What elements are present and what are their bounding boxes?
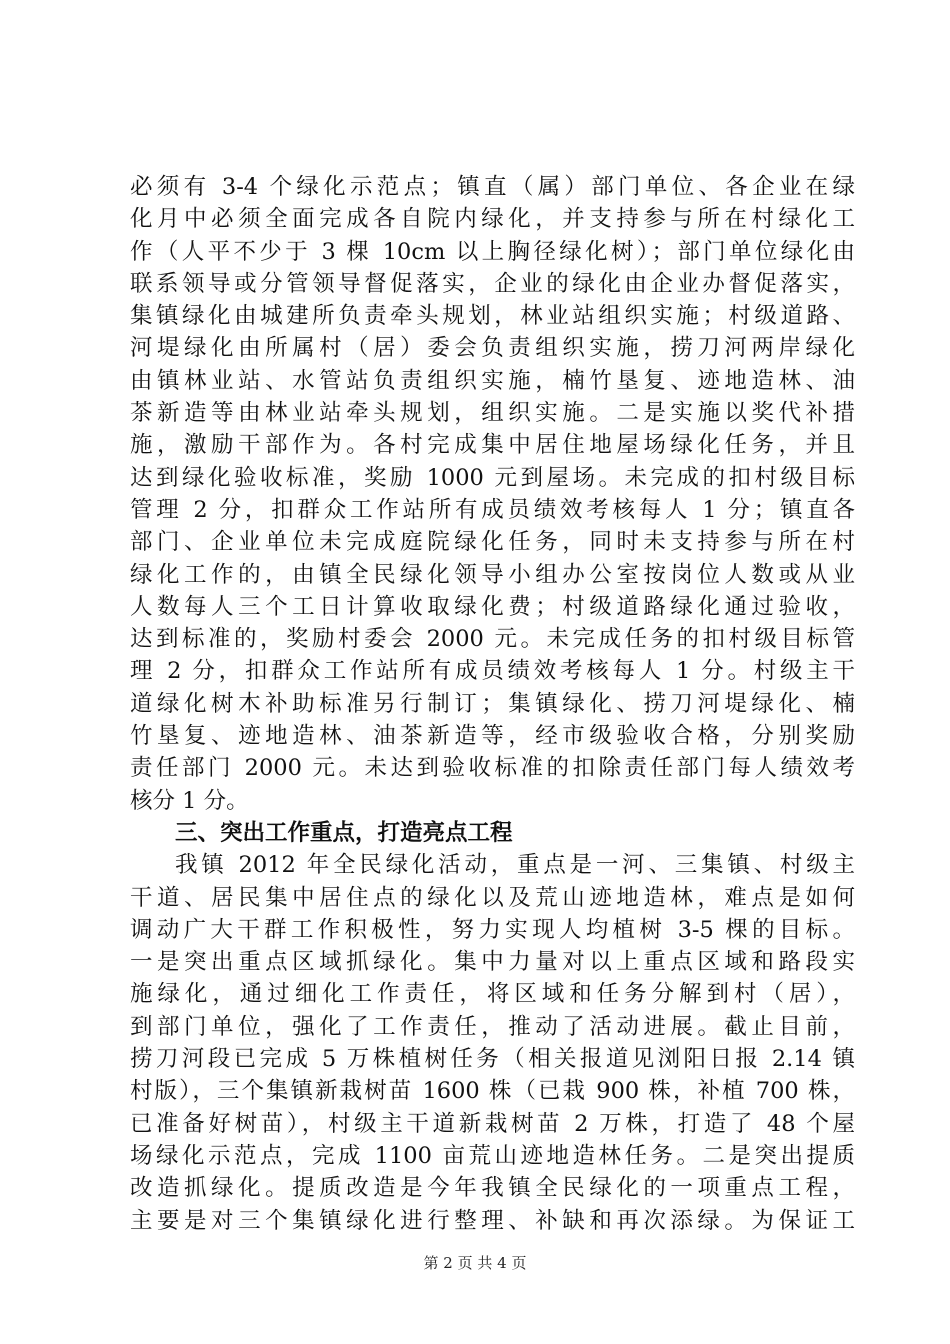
text-line: 达到绿化验收标准，奖励 1000 元到屋场。未完成的扣村级目标 (130, 464, 855, 491)
text-line: 化月中必须全面完成各自院内绿化，并支持参与所在村绿化工 (130, 206, 855, 233)
text-line: 责任部门 2000 元。未达到验收标准的扣除责任部门每人绩效考 (130, 755, 855, 782)
text-line: 调动广大干群工作积极性，努力实现人均植树 3-5 棵的目标。 (130, 916, 855, 943)
text-line: 作（人平不少于 3 棵 10cm 以上胸径绿化树）；部门单位绿化由 (130, 238, 855, 265)
text-line: 部门、企业单位未完成庭院绿化任务，同时未支持参与所在村 (130, 529, 855, 556)
text-line: 达到标准的，奖励村委会 2000 元。未完成任务的扣村级目标管 (130, 626, 855, 653)
text-line: 主要是对三个集镇绿化进行整理、补缺和再次添绿。为保证工 (130, 1207, 855, 1234)
text-line: 捞刀河段已完成 5 万株植树任务（相关报道见浏阳日报 2.14 镇 (130, 1046, 855, 1073)
text-line: 施绿化，通过细化工作责任，将区域和任务分解到村（居）， (130, 981, 855, 1008)
page-number-footer: 第 2 页 共 4 页 (423, 1254, 527, 1272)
text-line: 管理 2 分，扣群众工作站所有成员绩效考核每人 1 分；镇直各 (130, 496, 855, 523)
text-line: 集镇绿化由城建所负责牵头规划，林业站组织实施；村级道路、 (130, 303, 855, 330)
text-line: 茶新造等由林业站牵头规划，组织实施。二是实施以奖代补措 (130, 400, 855, 427)
text-line: 场绿化示范点，完成 1100 亩荒山迹地造林任务。二是突出提质 (130, 1142, 855, 1169)
text-line: 联系领导或分管领导督促落实，企业的绿化由企业办督促落实， (130, 270, 855, 297)
text-line: 竹垦复、迹地造林、油茶新造等，经市级验收合格，分别奖励 (130, 723, 855, 750)
text-line: 干道、居民集中居住点的绿化以及荒山迹地造林，难点是如何 (130, 884, 855, 911)
text-line: 必须有 3-4 个绿化示范点；镇直（属）部门单位、各企业在绿 (130, 174, 855, 200)
text-line: 已准备好树苗），村级主干道新栽树苗 2 万株，打造了 48 个屋 (130, 1110, 855, 1137)
body-text (130, 171, 855, 1237)
text-line: 理 2 分，扣群众工作站所有成员绩效考核每人 1 分。村级主干 (130, 658, 855, 685)
text-line: 人数每人三个工日计算收取绿化费；村级道路绿化通过验收， (130, 593, 855, 620)
text-line: 到部门单位，强化了工作责任，推动了活动进展。截止目前， (130, 1013, 855, 1040)
text-line: 由镇林业站、水管站负责组织实施，楠竹垦复、迹地造林、油 (130, 367, 855, 394)
text-line: 河堤绿化由所属村（居）委会负责组织实施，捞刀河两岸绿化 (130, 335, 855, 362)
text-line: 改造抓绿化。提质改造是今年我镇全民绿化的一项重点工程， (130, 1175, 855, 1202)
text-line: 村版），三个集镇新栽树苗 1600 株（已栽 900 株，补植 700 株， (130, 1078, 855, 1105)
text-line: 道绿化树木补助标准另行制订；集镇绿化、捞刀河堤绿化、楠 (130, 690, 855, 717)
section-heading: 三、突出工作重点，打造亮点工程 (175, 819, 513, 846)
text-line: 一是突出重点区域抓绿化。集中力量对以上重点区域和路段实 (130, 949, 855, 976)
text-line: 核分 1 分。 (130, 787, 249, 814)
text-line: 绿化工作的，由镇全民绿化领导小组办公室按岗位人数或从业 (130, 561, 855, 588)
text-line: 我镇 2012 年全民绿化活动，重点是一河、三集镇、村级主 (175, 852, 855, 879)
text-line: 施，激励干部作为。各村完成集中居住地屋场绿化任务，并且 (130, 432, 855, 459)
